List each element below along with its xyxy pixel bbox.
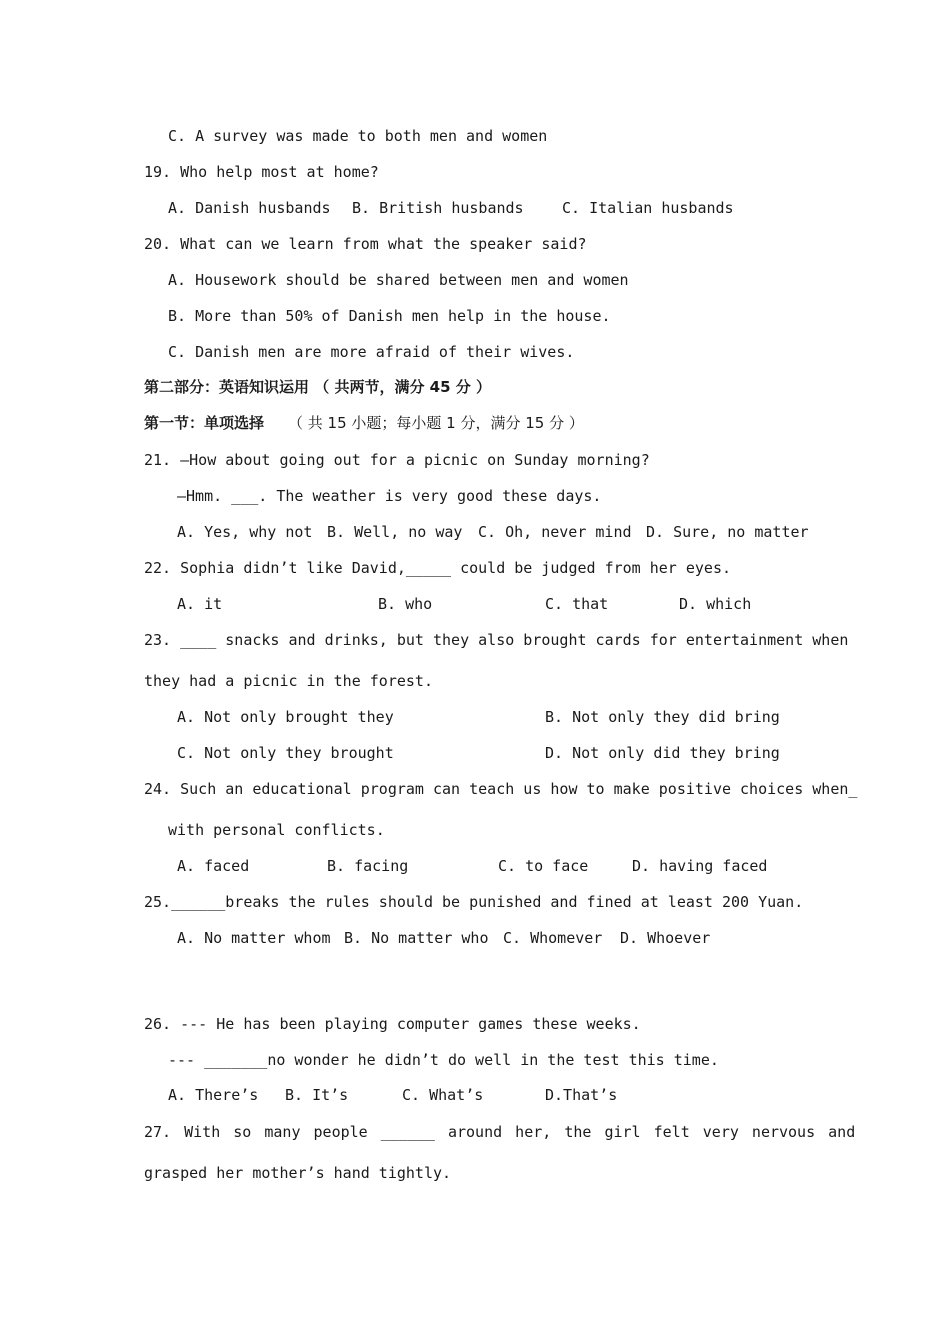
q26-option-c: C. What’s	[402, 1086, 484, 1104]
q25-option-b: B. No matter who	[344, 929, 489, 947]
q27-line2: grasped her mother’s hand tightly.	[144, 1164, 452, 1182]
q24-option-b: B. facing	[327, 857, 409, 875]
q23-options-cd	[0, 743, 950, 763]
q20-option-a: A. Housework should be shared between men and women	[168, 271, 629, 289]
q24-option-d: D. having faced	[632, 857, 768, 875]
q23-line1: 23. ____ snacks and drinks, but they also brought cards for entertainment when	[144, 631, 849, 649]
section1-heading	[0, 413, 950, 433]
q20-option-b: B. More than 50% of Danish men help in the house.	[168, 307, 611, 325]
q22-option-b: B. who	[378, 595, 433, 613]
q22-question: 22. Sophia didn’t like David,_____ could be judged from her eyes.	[144, 559, 731, 577]
q20-question: 20. What can we learn from what the speaker said?	[144, 235, 587, 253]
q26-options	[0, 1085, 950, 1105]
q19-option-b: B. British husbands	[352, 199, 524, 217]
q25-options	[0, 928, 950, 948]
q23-option-c: C. Not only they brought	[177, 744, 394, 762]
q26-line2: --- _______no wonder he didn’t do well in the test this time.	[168, 1051, 719, 1069]
q19-option-a: A. Danish husbands	[168, 199, 331, 217]
q25-option-c: C. Whomever	[503, 929, 603, 947]
q23-option-b: B. Not only they did bring	[545, 708, 780, 726]
q18-option-c: C. A survey was made to both men and women	[168, 127, 548, 145]
q22-option-a: A. it	[177, 595, 223, 613]
q25-option-a: A. No matter whom	[177, 929, 331, 947]
q23-option-d: D. Not only did they bring	[545, 744, 780, 762]
q21-option-b: B. Well, no way	[327, 523, 463, 541]
q23-option-a: A. Not only brought they	[177, 708, 394, 726]
q20-option-c: C. Danish men are more afraid of their wives.	[168, 343, 575, 361]
q21-option-c: C. Oh, never mind	[478, 523, 632, 541]
q25-question: 25.______breaks the rules should be punished and fined at least 200 Yuan.	[144, 893, 804, 911]
q27-line1: 27. With so many people ______ around her, the girl felt very nervous and	[144, 1123, 856, 1141]
q24-option-a: A. faced	[177, 857, 250, 875]
q21-options	[0, 522, 950, 542]
q23-options-ab	[0, 707, 950, 727]
q24-line2: with personal conflicts.	[168, 821, 385, 839]
q19-option-c: C. Italian husbands	[562, 199, 734, 217]
q24-option-c: C. to face	[498, 857, 589, 875]
q21-line2: —Hmm. ___. The weather is very good these days.	[177, 487, 602, 505]
q21-option-d: D. Sure, no matter	[646, 523, 809, 541]
q26-option-a: A. There’s	[168, 1086, 259, 1104]
q22-option-d: D. which	[679, 595, 752, 613]
q21-line1: 21. —How about going out for a picnic on Sunday morning?	[144, 451, 650, 469]
q21-option-a: A. Yes, why not	[177, 523, 313, 541]
q23-line2: they had a picnic in the forest.	[144, 672, 433, 690]
part2-heading: 第二部分：英语知识运用 （ 共两节，满分 45 分 ）	[144, 378, 491, 396]
q26-option-d: D.That’s	[545, 1086, 618, 1104]
q19-options	[0, 198, 950, 218]
section1-subtitle: （ 共 15 小题；每小题 1 分，满分 15 分 ）	[288, 414, 584, 432]
q22-option-c: C. that	[545, 595, 609, 613]
q26-line1: 26. --- He has been playing computer games these weeks.	[144, 1015, 641, 1033]
q24-line1: 24. Such an educational program can teach us how to make positive choices when_	[144, 780, 858, 798]
q25-option-d: D. Whoever	[620, 929, 711, 947]
q24-options	[0, 856, 950, 876]
q22-options	[0, 594, 950, 614]
section1-title: 第一节：单项选择	[144, 414, 265, 432]
q19-question: 19. Who help most at home?	[144, 163, 379, 181]
q26-option-b: B. It’s	[285, 1086, 349, 1104]
